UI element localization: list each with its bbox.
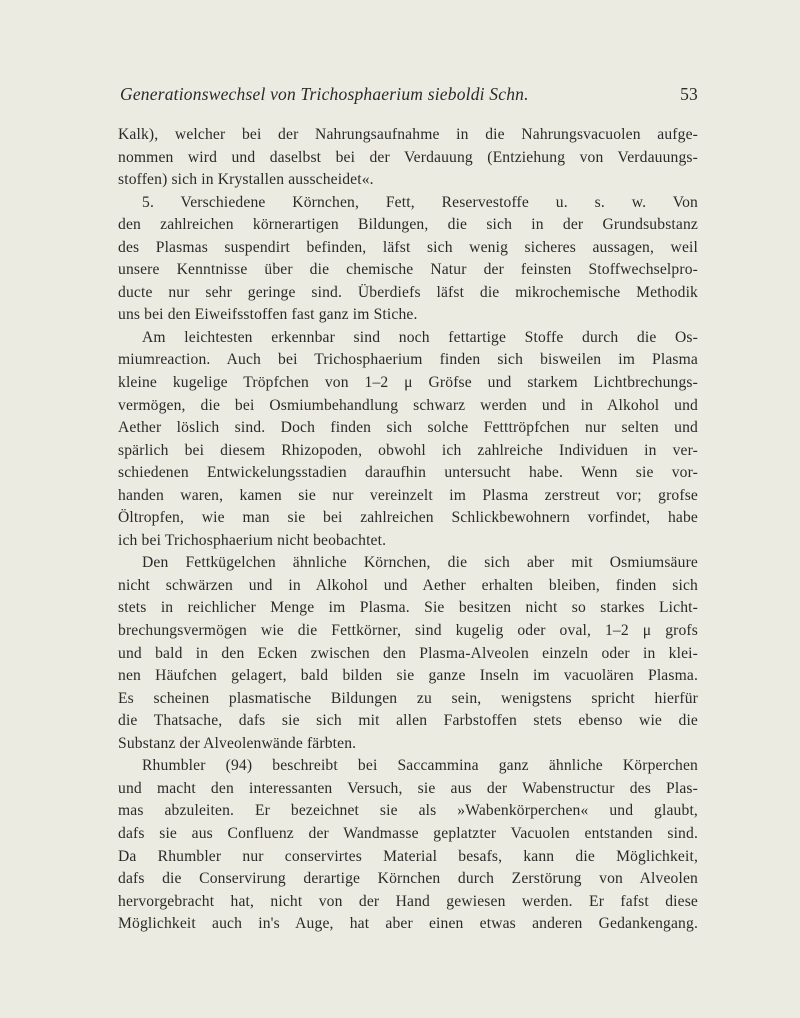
text-line: Möglichkeit auch in's Auge, hat aber einen etwas anderen Gedankengang. bbox=[118, 915, 698, 933]
text-line: ducte nur sehr geringe sind. Überdiefs läfst die mikrochemische Methodik bbox=[118, 283, 698, 301]
text-line: Aether löslich sind. Doch finden sich solche Fetttröpfchen nur selten und bbox=[118, 419, 698, 437]
text-line: unsere Kenntnisse über die chemische Natur der feinsten Stoffwechselpro- bbox=[118, 261, 698, 279]
text-line: des Plasmas suspendirt befinden, läfst sich wenig sicheres aussagen, weil bbox=[118, 238, 698, 256]
text-line: Rhumbler (94) beschreibt bei Saccammina ganz ähnliche Körperchen bbox=[142, 757, 698, 775]
text-line: und bald in den Ecken zwischen den Plasma-Alveolen einzeln oder in klei- bbox=[118, 644, 698, 662]
text-line: Kalk), welcher bei der Nahrungsaufnahme in die Nahrungsvacuolen aufge- bbox=[118, 126, 698, 143]
text-line: 5. Verschiedene Körnchen, Fett, Reservestoffe u. s. w. Von bbox=[142, 193, 698, 211]
text-line: mas abzuleiten. Er bezeichnet sie als »Wabenkörperchen« und glaubt, bbox=[118, 802, 698, 820]
text-line: Substanz der Alveolenwände färbten. bbox=[118, 734, 357, 752]
text-line: schiedenen Entwickelungsstadien daraufhin untersucht habe. Wenn sie vor- bbox=[118, 464, 698, 482]
text-line: Am leichtesten erkennbar sind noch fettartige Stoffe durch die Os- bbox=[142, 328, 698, 346]
text-line: uns bei den Eiweifsstoffen fast ganz im Stiche. bbox=[118, 306, 418, 324]
text-line: handen waren, kamen sie nur vereinzelt im Plasma zerstreut vor; grofse bbox=[118, 486, 698, 504]
text-line: dafs sie aus Confluenz der Wandmasse geplatzter Vacuolen entstanden sind. bbox=[118, 824, 698, 842]
text-line: brechungsvermögen wie die Fettkörner, sind kugelig oder oval, 1–2 μ grofs bbox=[118, 622, 698, 640]
running-title: Generationswechsel von Trichosphaerium sieboldi Schn. bbox=[120, 84, 529, 104]
text-line: Es scheinen plasmatische Bildungen zu sein, wenigstens spricht hierfür bbox=[118, 689, 698, 707]
text-line: die Thatsache, dafs sie sich mit allen Farbstoffen stets ebenso wie die bbox=[118, 712, 698, 730]
text-line: Da Rhumbler nur conservirtes Material besafs, kann die Möglichkeit, bbox=[118, 847, 698, 865]
body-text bbox=[118, 124, 698, 936]
text-line: ich bei Trichosphaerium nicht beobachtet. bbox=[118, 531, 387, 549]
text-line: Den Fettkügelchen ähnliche Körnchen, die sich aber mit Osmiumsäure bbox=[142, 554, 698, 572]
text-line: kleine kugelige Tröpfchen von 1–2 μ Gröfse und starkem Lichtbrechungs- bbox=[118, 374, 698, 392]
text-line: Öltropfen, wie man sie bei zahlreichen Schlickbewohnern vorfindet, habe bbox=[118, 509, 698, 527]
running-header bbox=[120, 84, 698, 110]
text-line: stoffen) sich in Krystallen ausscheidet«. bbox=[118, 171, 374, 189]
text-line: nommen wird und daselbst bei der Verdauung (Entziehung von Verdauungs- bbox=[118, 148, 698, 166]
text-line: dafs die Conservirung derartige Körnchen durch Zerstörung von Alveolen bbox=[118, 870, 698, 888]
page-number: 53 bbox=[680, 84, 698, 104]
text-line: vermögen, die bei Osmiumbehandlung schwarz werden und in Alkohol und bbox=[118, 396, 698, 414]
text-line: und macht den interessanten Versuch, sie aus der Wabenstructur des Plas- bbox=[118, 779, 698, 797]
text-line: hervorgebracht hat, nicht von der Hand gewiesen werden. Er fafst diese bbox=[118, 892, 698, 910]
text-line: nicht schwärzen und in Alkohol und Aether erhalten bleiben, finden sich bbox=[118, 576, 698, 594]
text-line: den zahlreichen körnerartigen Bildungen, die sich in der Grundsubstanz bbox=[118, 216, 698, 234]
text-line: stets in reichlicher Menge im Plasma. Sie besitzen nicht so starkes Licht- bbox=[118, 599, 698, 617]
text-line: spärlich bei diesem Rhizopoden, obwohl ich zahlreiche Individuen in ver- bbox=[118, 441, 698, 459]
text-line: miumreaction. Auch bei Trichosphaerium finden sich bisweilen im Plasma bbox=[118, 351, 698, 369]
text-line: nen Häufchen gelagert, bald bilden sie ganze Inseln im vacuolären Plasma. bbox=[118, 667, 698, 685]
